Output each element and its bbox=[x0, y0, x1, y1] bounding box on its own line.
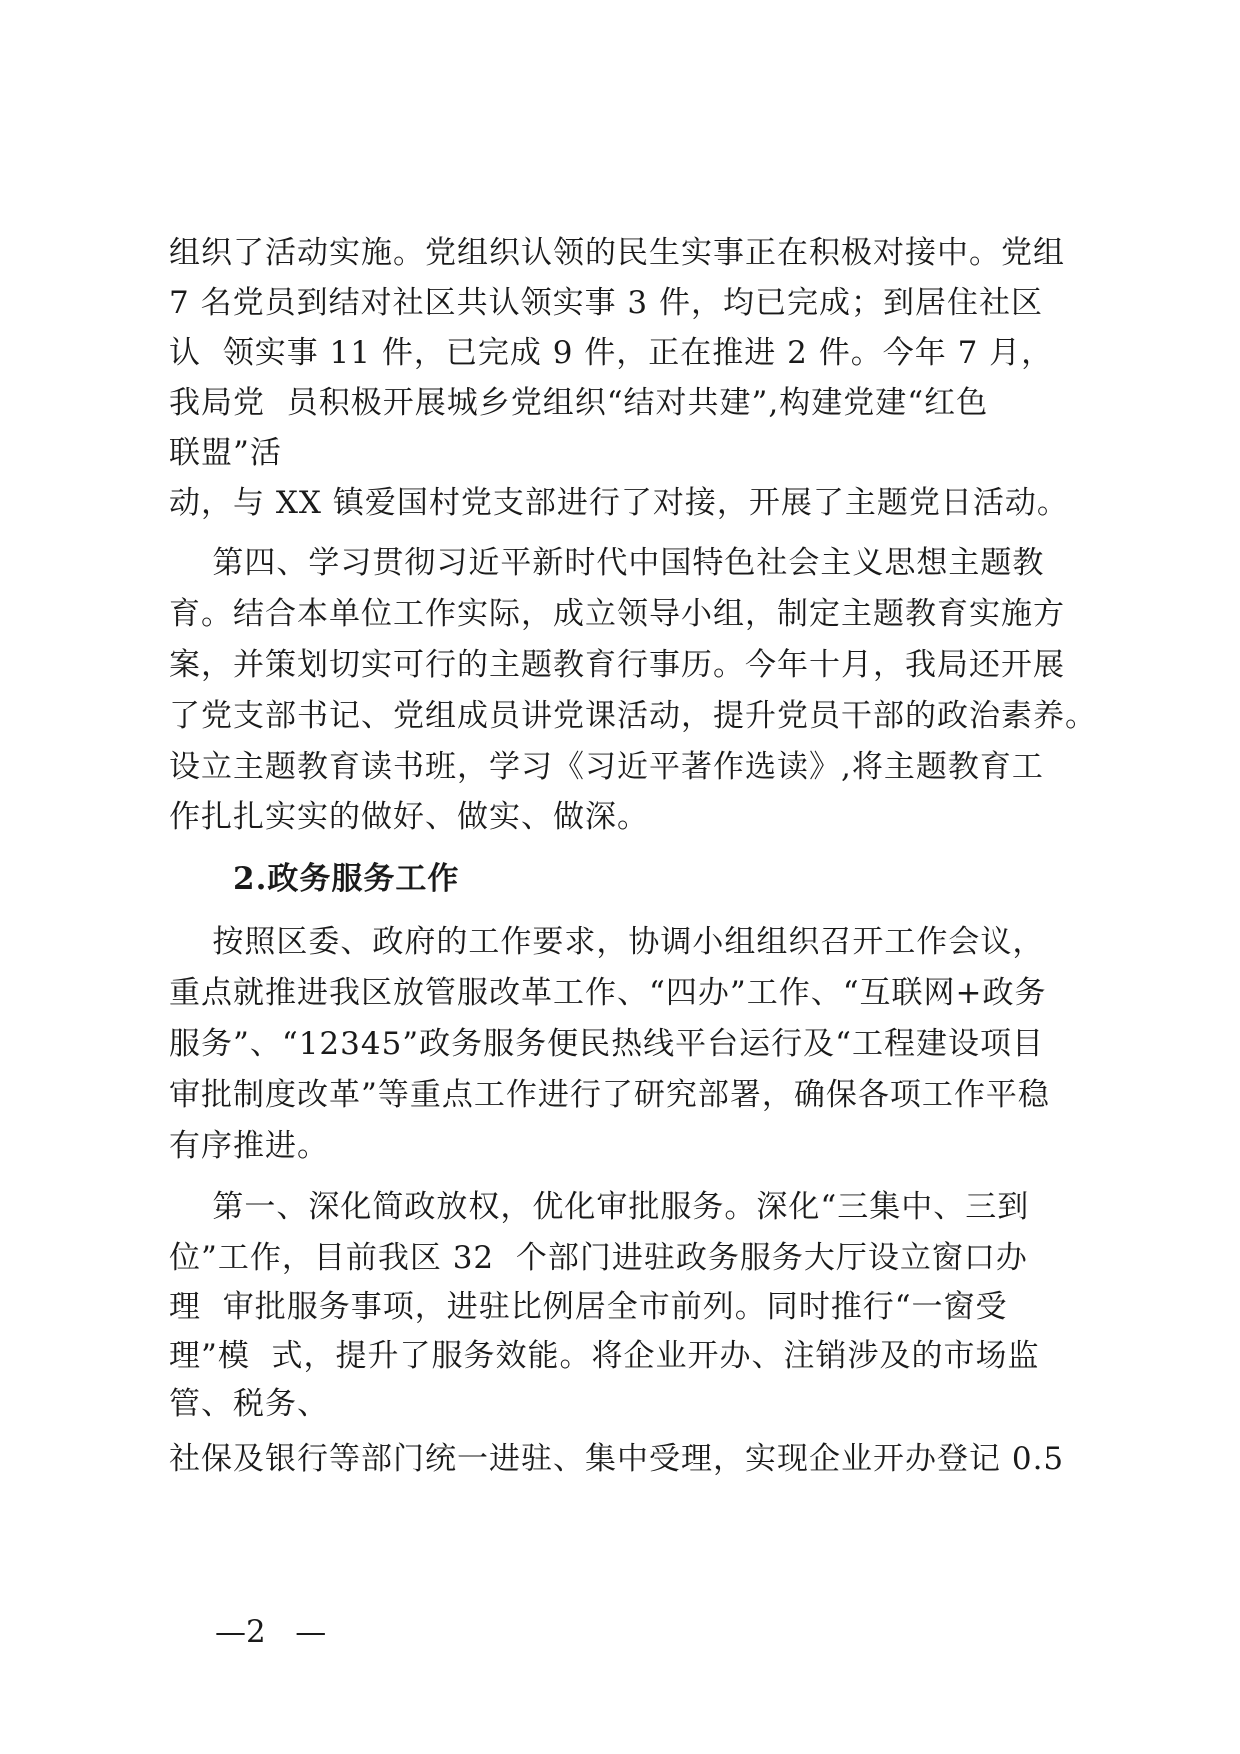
paragraph-4-line-1: 第一、深化简政放权，优化审批服务。深化“三集中、三到 bbox=[169, 1189, 1030, 1225]
paragraph-2-line-4: 了党支部书记、党组成员讲党课活动，提升党员干部的政治素养。 bbox=[169, 698, 1097, 734]
page-number: —2 — bbox=[215, 1614, 327, 1650]
paragraph-4-line-4: 理”模 式，提升了服务效能。将企业开办、注销涉及的市场监 bbox=[169, 1338, 1040, 1374]
paragraph-1-line-3: 认 领实事 11 件，已完成 9 件，正在推进 2 件。今年 7 月， bbox=[169, 335, 1054, 371]
paragraph-2-line-2: 育。结合本单位工作实际，成立领导小组，制定主题教育实施方 bbox=[169, 596, 1065, 632]
paragraph-1-line-2: 7 名党员到结对社区共认领实事 3 件，均已完成；到居住社区 bbox=[169, 285, 1044, 321]
paragraph-3-line-5: 有序推进。 bbox=[169, 1128, 329, 1164]
paragraph-3-line-2: 重点就推进我区放管服改革工作、“四办”工作、“互联网+政务 bbox=[169, 975, 1047, 1011]
paragraph-3-line-3: 服务”、“12345”政务服务便民热线平台运行及“工程建设项目 bbox=[169, 1026, 1045, 1062]
section-heading: 2.政务服务工作 bbox=[233, 861, 460, 897]
paragraph-2-line-6: 作扎扎实实的做好、做实、做深。 bbox=[169, 799, 649, 835]
paragraph-4-line-3: 理 审批服务事项，进驻比例居全市前列。同时推行“一窗受 bbox=[169, 1289, 1008, 1325]
paragraph-1-line-4: 我局党 员积极开展城乡党组织“结对共建”,构建党建“红色 bbox=[169, 385, 989, 421]
paragraph-1-line-5: 联盟”活 bbox=[169, 435, 282, 471]
paragraph-1-line-1: 组织了活动实施。党组织认领的民生实事正在积极对接中。党组 bbox=[169, 235, 1065, 271]
paragraph-2-line-3: 案，并策划切实可行的主题教育行事历。今年十月，我局还开展 bbox=[169, 647, 1065, 683]
paragraph-3-line-4: 审批制度改革”等重点工作进行了研究部署，确保各项工作平稳 bbox=[169, 1077, 1050, 1113]
paragraph-3-line-1: 按照区委、政府的工作要求，协调小组组织召开工作会议， bbox=[169, 924, 1045, 960]
paragraph-2-line-5: 设立主题教育读书班，学习《习近平著作选读》,将主题教育工 bbox=[169, 749, 1044, 785]
paragraph-2-line-1: 第四、学习贯彻习近平新时代中国特色社会主义思想主题教 bbox=[169, 545, 1045, 581]
paragraph-4-line-5: 管、税务、 bbox=[169, 1386, 329, 1422]
paragraph-4-line-6: 社保及银行等部门统一进驻、集中受理，实现企业开办登记 0.5 bbox=[169, 1441, 1065, 1477]
paragraph-4-line-2: 位”工作，目前我区 32 个部门进驻政务服务大厅设立窗口办 bbox=[169, 1240, 1028, 1276]
paragraph-1-line-6: 动，与 XX 镇爱国村党支部进行了对接，开展了主题党日活动。 bbox=[169, 485, 1069, 521]
